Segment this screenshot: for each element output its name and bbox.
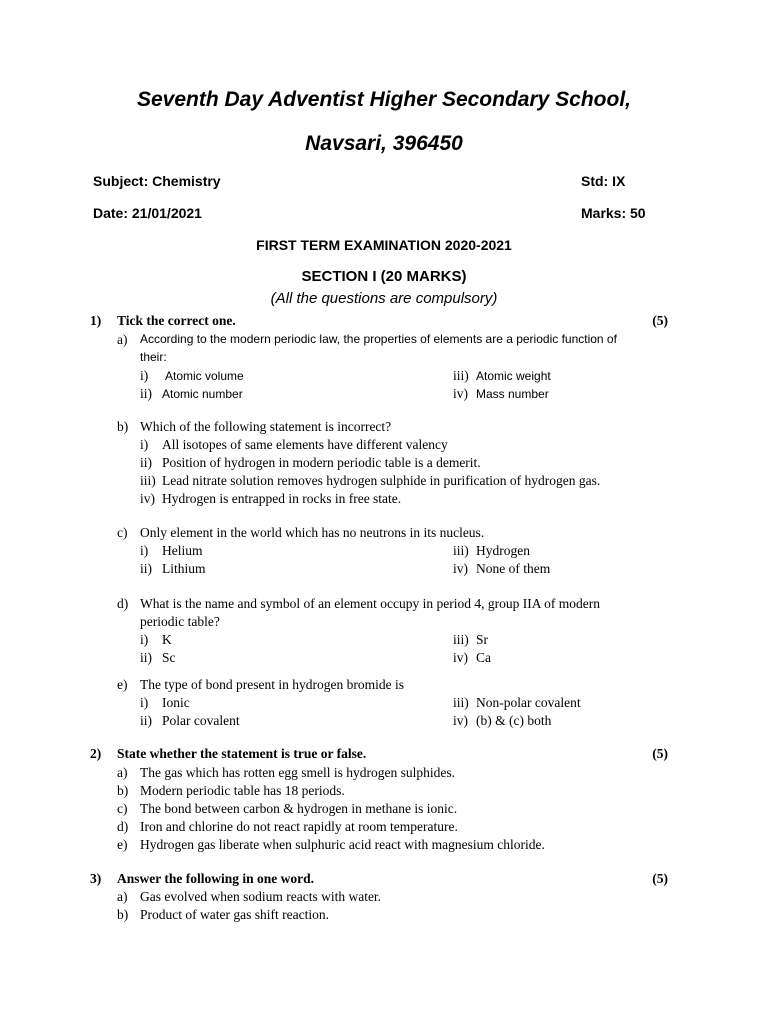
q3b-text: Product of water gas shift reaction.: [140, 907, 329, 922]
q2-marks: (5): [652, 746, 668, 761]
q1c-opt3: Hydrogen: [476, 543, 530, 558]
std: Std: IX: [581, 173, 626, 189]
q3b-label: b): [117, 907, 129, 922]
exam-date: Date: 21/01/2021: [93, 205, 202, 221]
q1e-opt3-label: iii): [453, 695, 469, 710]
q1a-opt4: Mass number: [476, 387, 549, 401]
q1d-opt3-label: iii): [453, 632, 469, 647]
q1b-opt3: Lead nitrate solution removes hydrogen sulphide in purification of hydrogen gas.: [162, 473, 601, 488]
q1e-opt2: Polar covalent: [162, 713, 240, 728]
q3-title: Answer the following in one word.: [117, 871, 315, 886]
q1b-label: b): [117, 419, 129, 434]
q2d-text: Iron and chlorine do not react rapidly at room temperature.: [140, 819, 458, 834]
q1d-opt4: Ca: [476, 650, 491, 665]
q1d-opt2: Sc: [162, 650, 176, 665]
q1c-opt2: Lithium: [162, 561, 206, 576]
q1e-opt3: Non-polar covalent: [476, 695, 581, 710]
q1c-opt1-label: i): [140, 543, 149, 558]
instructions: (All the questions are compulsory): [270, 290, 498, 307]
q2-number: 2): [90, 746, 102, 761]
q1e-opt4-label: iv): [453, 713, 468, 728]
q1b-opt1-label: i): [140, 437, 149, 452]
q1e-opt2-label: ii): [140, 713, 152, 728]
q2d-label: d): [117, 819, 129, 834]
q1c-opt1: Helium: [162, 543, 203, 558]
q1a-opt1: Atomic volume: [165, 369, 244, 383]
q1a-opt2-label: ii): [140, 386, 152, 401]
q1e-opt1-label: i): [140, 695, 149, 710]
q1d-opt1-label: i): [140, 632, 149, 647]
q1b-opt2-label: ii): [140, 455, 152, 470]
q1e-opt1: Ionic: [162, 695, 190, 710]
q1a-opt1-label: i): [140, 368, 149, 383]
q2-title: State whether the statement is true or false.: [117, 746, 367, 761]
q2b-label: b): [117, 783, 129, 798]
q2a-label: a): [117, 765, 128, 780]
q1c-opt4: None of them: [476, 561, 551, 576]
q1a-text-line1: According to the modern periodic law, the properties of elements are a periodic function of: [140, 332, 617, 346]
q1e-opt4: (b) & (c) both: [476, 713, 552, 728]
q1-number: 1): [90, 313, 102, 328]
q2e-label: e): [117, 837, 128, 852]
q1a-label: a): [117, 332, 128, 347]
q1d-label: d): [117, 596, 129, 611]
q3a-label: a): [117, 889, 128, 904]
q1d-text-line1: What is the name and symbol of an element occupy in period 4, group IIA of modern: [140, 596, 601, 611]
q3-marks: (5): [652, 871, 668, 886]
q1c-opt3-label: iii): [453, 543, 469, 558]
q3a-text: Gas evolved when sodium reacts with water.: [140, 889, 382, 904]
q1-title: Tick the correct one.: [117, 313, 236, 328]
q1a-opt2: Atomic number: [162, 387, 243, 401]
q1d-opt2-label: ii): [140, 650, 152, 665]
q2e-text: Hydrogen gas liberate when sulphuric acid react with magnesium chloride.: [140, 837, 545, 852]
q1b-opt4: Hydrogen is entrapped in rocks in free state.: [162, 491, 402, 506]
q1d-opt1: K: [162, 632, 172, 647]
q1b-opt2: Position of hydrogen in modern periodic table is a demerit.: [162, 455, 481, 470]
q1d-opt3: Sr: [476, 632, 489, 647]
q1d-opt4-label: iv): [453, 650, 468, 665]
q1-marks: (5): [652, 313, 668, 328]
q1a-text-line2: their:: [140, 350, 167, 364]
q1b-opt1: All isotopes of same elements have different valency: [162, 437, 448, 452]
q2a-text: The gas which has rotten egg smell is hydrogen sulphides.: [140, 765, 455, 780]
q2c-text: The bond between carbon & hydrogen in methane is ionic.: [140, 801, 458, 816]
q1b-opt4-label: iv): [140, 491, 155, 506]
q1b-opt3-label: iii): [140, 473, 156, 488]
q2b-text: Modern periodic table has 18 periods.: [140, 783, 345, 798]
q1c-text: Only element in the world which has no neutrons in its nucleus.: [140, 525, 485, 540]
section-title: SECTION I (20 MARKS): [301, 268, 467, 285]
q1e-label: e): [117, 677, 128, 692]
q1d-text-line2: periodic table?: [140, 614, 220, 629]
exam-title: FIRST TERM EXAMINATION 2020-2021: [256, 237, 512, 253]
subject: Subject: Chemistry: [93, 173, 221, 189]
q2c-label: c): [117, 801, 128, 816]
q3-number: 3): [90, 871, 102, 886]
school-location: Navsari, 396450: [305, 132, 463, 155]
q1c-opt4-label: iv): [453, 561, 468, 576]
q1a-opt3-label: iii): [453, 368, 469, 383]
q1e-text: The type of bond present in hydrogen bromide is: [140, 677, 404, 692]
q1c-opt2-label: ii): [140, 561, 152, 576]
q1b-text: Which of the following statement is incorrect?: [140, 419, 392, 434]
q1a-opt3: Atomic weight: [476, 369, 551, 383]
q1c-label: c): [117, 525, 128, 540]
school-name: Seventh Day Adventist Higher Secondary School,: [136, 88, 631, 111]
q1a-opt4-label: iv): [453, 386, 468, 401]
total-marks: Marks: 50: [581, 205, 646, 221]
